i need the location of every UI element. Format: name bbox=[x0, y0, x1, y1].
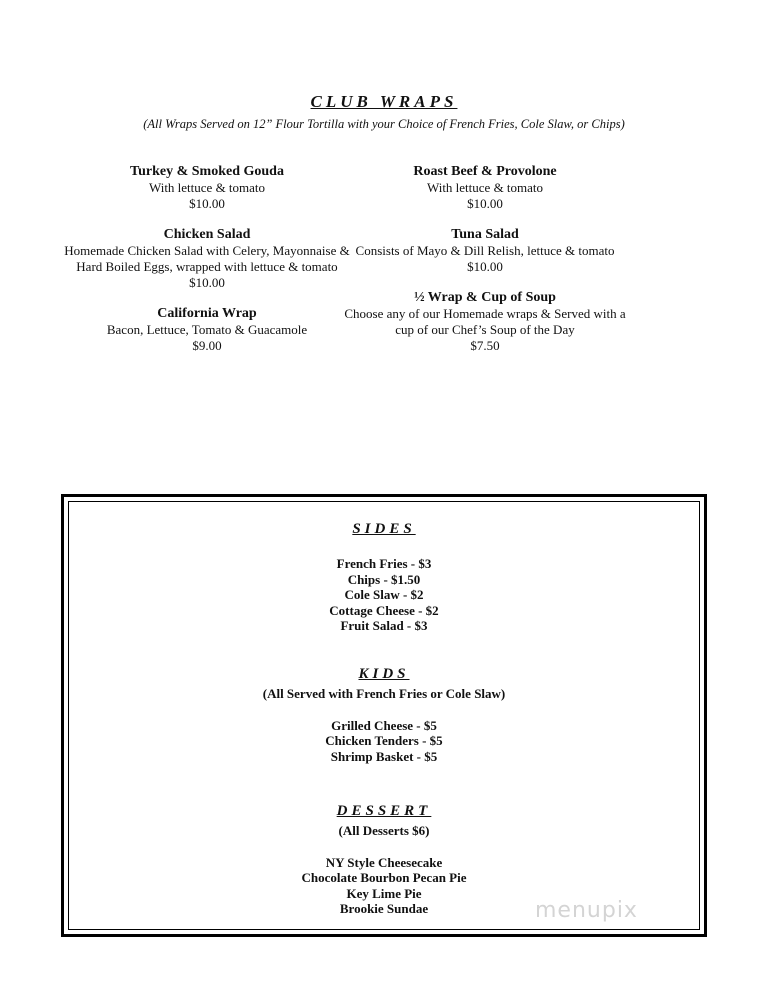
kids-subtitle: (All Served with French Fries or Cole Slaw) bbox=[262, 686, 506, 701]
list-item: Chips - $1.50 bbox=[347, 571, 421, 587]
item-price: $10.00 bbox=[189, 196, 225, 211]
wraps-right-column bbox=[340, 163, 630, 368]
item-price: $10.00 bbox=[189, 275, 225, 290]
item-name: California Wrap bbox=[157, 306, 257, 321]
kids-title: KIDS bbox=[358, 666, 410, 682]
list-item: Brookie Sundae bbox=[339, 901, 429, 916]
menu-item bbox=[62, 163, 352, 212]
list-item: NY Style Cheesecake bbox=[325, 854, 443, 870]
menu-item bbox=[340, 289, 630, 354]
item-description: Bacon, Lettuce, Tomato & Guacamole bbox=[106, 322, 308, 337]
list-item: French Fries - $3 bbox=[336, 556, 432, 571]
item-name: Roast Beef & Provolone bbox=[413, 164, 557, 179]
list-item: Shrimp Basket - $5 bbox=[330, 748, 438, 764]
item-price: $7.50 bbox=[470, 338, 500, 353]
wraps-subtitle: (All Wraps Served on 12” Flour Tortilla with your Choice of French Fries, Cole Slaw, or Chips) bbox=[143, 117, 625, 131]
menu-item bbox=[340, 226, 630, 275]
list-item: Cottage Cheese - $2 bbox=[329, 602, 439, 618]
list-item: Fruit Salad - $3 bbox=[340, 618, 428, 633]
item-description: With lettuce & tomato bbox=[148, 180, 266, 195]
sides-title: SIDES bbox=[352, 521, 416, 537]
wraps-left-column bbox=[62, 163, 352, 368]
sides-section bbox=[68, 520, 700, 634]
item-description: Homemade Chicken Salad with Celery, Mayonnaise & Hard Boiled Eggs, wrapped with lettuce & tomato bbox=[64, 243, 350, 274]
wraps-title: CLUB WRAPS bbox=[310, 92, 458, 111]
list-item: Key Lime Pie bbox=[346, 885, 422, 901]
item-name: Turkey & Smoked Gouda bbox=[130, 164, 284, 179]
list-item: Chocolate Bourbon Pecan Pie bbox=[301, 870, 467, 885]
list-item: Cole Slaw - $2 bbox=[344, 587, 424, 602]
item-description: Choose any of our Homemade wraps & Served with a cup of our Chef’s Soup of the Day bbox=[344, 306, 626, 337]
item-description: Consists of Mayo & Dill Relish, lettuce & tomato bbox=[355, 243, 615, 258]
dessert-subtitle: (All Desserts $6) bbox=[338, 823, 430, 838]
menu-item bbox=[340, 163, 630, 212]
item-price: $10.00 bbox=[467, 259, 503, 274]
menu-item bbox=[62, 226, 352, 291]
item-name: Chicken Salad bbox=[163, 227, 251, 242]
item-name: Tuna Salad bbox=[451, 227, 519, 242]
menupix-watermark: menupix bbox=[535, 898, 638, 923]
item-name: ½ Wrap & Cup of Soup bbox=[414, 290, 556, 305]
kids-section bbox=[68, 665, 700, 764]
item-price: $9.00 bbox=[192, 338, 222, 353]
item-price: $10.00 bbox=[467, 196, 503, 211]
list-item: Chicken Tenders - $5 bbox=[325, 733, 443, 748]
menu-item bbox=[62, 305, 352, 354]
item-description: With lettuce & tomato bbox=[426, 180, 544, 195]
list-item: Grilled Cheese - $5 bbox=[331, 717, 437, 733]
dessert-title: DESSERT bbox=[336, 803, 432, 819]
